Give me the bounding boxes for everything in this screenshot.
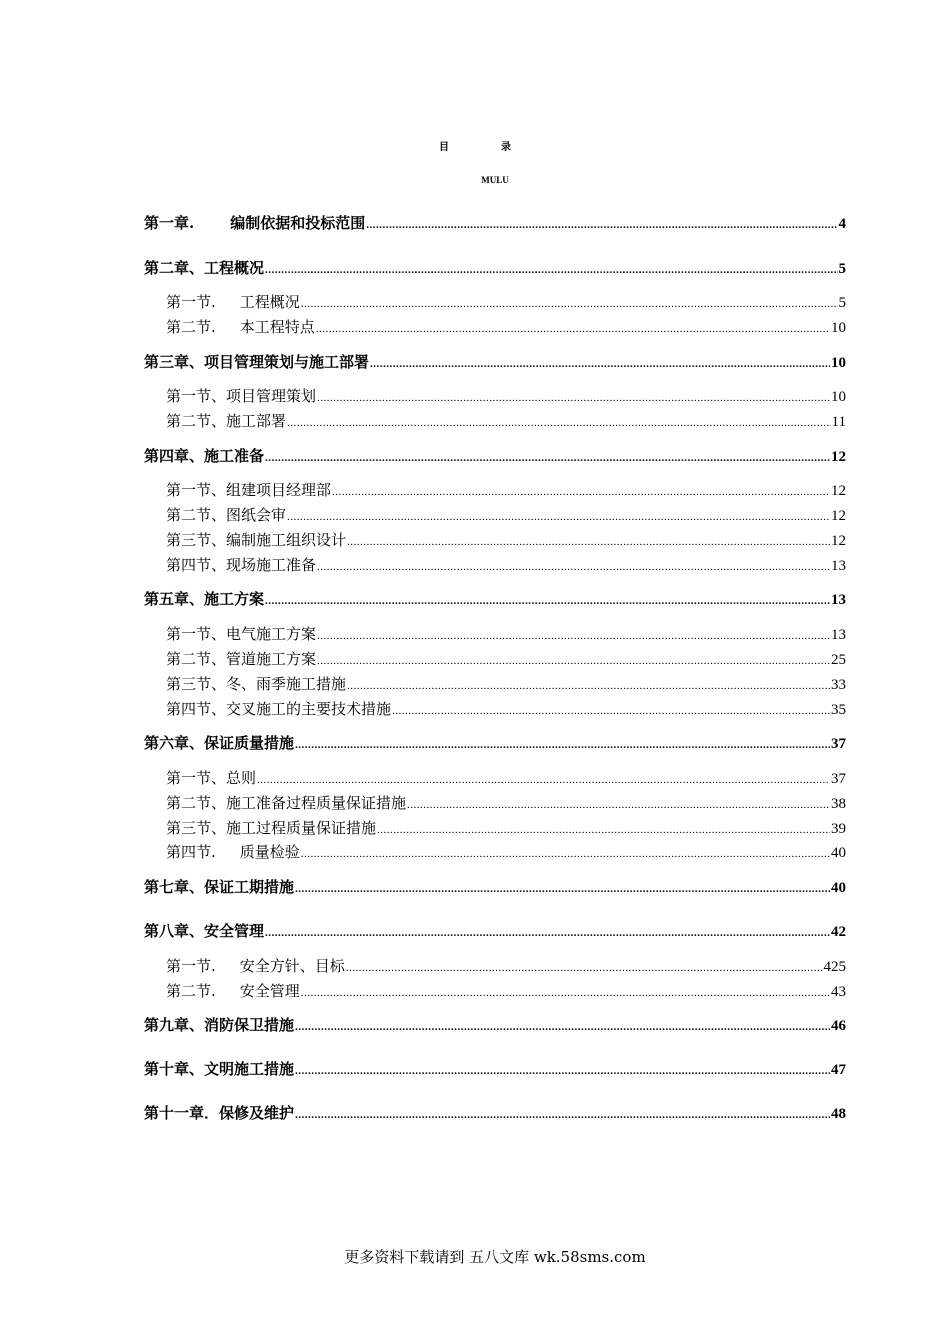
toc-section-entry[interactable] <box>166 698 846 720</box>
toc-section-entry[interactable] <box>166 792 846 814</box>
toc-chapter-entry[interactable] <box>144 351 846 373</box>
toc-entry-label <box>166 980 300 1001</box>
toc-section-entry[interactable] <box>166 554 846 576</box>
toc-entry-text: 第二节、图纸会审 <box>166 506 287 524</box>
toc-chapter-entry[interactable] <box>144 257 846 279</box>
toc-section-entry[interactable] <box>166 623 846 645</box>
toc-entry-label <box>166 316 315 337</box>
toc-section-entry[interactable] <box>166 980 846 1002</box>
toc-section-entry[interactable] <box>166 817 846 839</box>
toc-entry-text: 编制依据和投标范围 <box>230 214 366 232</box>
toc-chapter-entry[interactable] <box>144 445 846 467</box>
toc-entry-text: 第八章、安全管理 <box>144 922 265 940</box>
toc-chapter-entry[interactable] <box>144 1014 846 1036</box>
toc-page-number: 25 <box>831 652 846 668</box>
toc-entry-label <box>144 212 365 233</box>
dot-leader <box>317 630 830 642</box>
toc-section-entry[interactable] <box>166 529 846 551</box>
toc-entry-text: 第四节、交叉施工的主要技术措施 <box>166 700 392 718</box>
toc-entry-label <box>144 351 369 372</box>
toc-entry-label <box>144 1014 294 1035</box>
toc-entry-text: 第一节、总则 <box>166 769 257 787</box>
toc-page-number: 4 <box>838 216 846 232</box>
toc-entry-label <box>166 529 346 550</box>
dot-leader <box>265 595 830 607</box>
toc-page-number: 48 <box>831 1106 846 1122</box>
title-char-lu: 录 <box>501 142 511 153</box>
toc-page-number: 13 <box>831 627 846 643</box>
toc-entry-label <box>144 920 264 941</box>
toc-entry-label <box>166 817 376 838</box>
dot-leader <box>317 655 830 667</box>
dot-leader <box>295 739 830 751</box>
toc-section-entry[interactable] <box>166 673 846 695</box>
dot-leader <box>295 1065 830 1077</box>
toc-page-number: 11 <box>831 414 846 430</box>
toc-entry-text: 第三节、施工过程质量保证措施 <box>166 819 377 837</box>
toc-entry-text: 第三节、冬、雨季施工措施 <box>166 675 347 693</box>
toc-entry-prefix: 第二节. <box>166 982 216 1000</box>
toc-entry-text: 第三节、编制施工组织设计 <box>166 531 347 549</box>
dot-leader <box>347 680 830 692</box>
toc-entry-label <box>166 648 316 669</box>
toc-chapter-entry[interactable] <box>144 876 846 898</box>
toc-section-entry[interactable] <box>166 316 846 338</box>
toc-chapter-entry[interactable] <box>144 920 846 942</box>
toc-entry-text: 第四章、施工准备 <box>144 447 265 465</box>
toc-page-number: 5 <box>838 295 846 311</box>
toc-page-number: 10 <box>831 355 846 371</box>
toc-page-number: 12 <box>831 533 846 549</box>
toc-entry-text: 第四节、现场施工准备 <box>166 556 317 574</box>
toc-page-number: 39 <box>831 821 846 837</box>
toc-entry-text: 第三章、项目管理策划与施工部署 <box>144 353 370 371</box>
dot-leader <box>392 705 830 717</box>
toc-entry-label <box>144 257 264 278</box>
toc-entry-text: 第二节、管道施工方案 <box>166 650 317 668</box>
dot-leader <box>377 824 830 836</box>
toc-page-number: 425 <box>823 959 846 975</box>
toc-entry-label <box>144 1102 294 1123</box>
dot-leader <box>295 1021 830 1033</box>
toc-section-entry[interactable] <box>166 504 846 526</box>
toc-entry-prefix: 第四节. <box>166 843 216 861</box>
dot-leader <box>265 452 830 464</box>
toc-page-number: 37 <box>831 736 846 752</box>
toc-entry-label <box>166 673 346 694</box>
toc-chapter-entry[interactable] <box>144 1058 846 1080</box>
toc-page-number: 10 <box>831 389 846 405</box>
toc-page-number: 38 <box>831 796 846 812</box>
dot-leader <box>346 962 823 974</box>
dot-leader <box>257 774 830 786</box>
toc-title <box>0 138 950 153</box>
dot-leader <box>301 298 838 310</box>
toc-entry-label <box>144 1058 294 1079</box>
toc-entry-prefix: 第一节. <box>166 293 216 311</box>
toc-page-number: 12 <box>831 449 846 465</box>
dot-leader <box>347 536 830 548</box>
toc-entry-text: 第十章、文明施工措施 <box>144 1060 295 1078</box>
toc-entry-text: 第二节、施工准备过程质量保证措施 <box>166 794 407 812</box>
dot-leader <box>332 486 830 498</box>
footer-note: 更多资料下载请到 五八文库 wk.58sms.com <box>344 1248 646 1266</box>
toc-entry-label <box>166 291 300 312</box>
dot-leader <box>317 561 830 573</box>
toc-page-number: 37 <box>831 771 846 787</box>
toc-page-number: 13 <box>831 592 846 608</box>
toc-entry-label <box>166 767 256 788</box>
toc-entry-text: 质量检验 <box>239 843 300 861</box>
toc-entry-text: 第二节、施工部署 <box>166 412 287 430</box>
toc-section-entry[interactable] <box>166 410 846 432</box>
toc-entry-label <box>166 385 316 406</box>
toc-entry-prefix: 第一节. <box>166 957 216 975</box>
toc-page-number: 12 <box>831 508 846 524</box>
toc-section-entry[interactable] <box>166 841 846 863</box>
toc-chapter-entry[interactable] <box>144 1102 846 1124</box>
toc-entry-label <box>144 588 264 609</box>
toc-entry-label <box>166 479 331 500</box>
toc-entry-label <box>144 732 294 753</box>
toc-page-number: 47 <box>831 1062 846 1078</box>
toc-section-entry[interactable] <box>166 955 846 977</box>
toc-section-entry[interactable] <box>166 291 846 313</box>
toc-entry-label <box>166 554 316 575</box>
dot-leader <box>287 417 831 429</box>
toc-page-number: 40 <box>831 880 846 896</box>
toc-entry-text: 第五章、施工方案 <box>144 590 265 608</box>
toc-section-entry[interactable] <box>166 648 846 670</box>
toc-chapter-entry[interactable] <box>144 588 846 610</box>
toc-entry-text: 安全方针、目标 <box>239 957 345 975</box>
toc-entry-text: 第十一章．保修及维护 <box>144 1104 295 1122</box>
toc-section-entry[interactable] <box>166 385 846 407</box>
toc-page-number: 42 <box>831 924 846 940</box>
toc-page-number: 35 <box>831 702 846 718</box>
toc-entry-text: 本工程特点 <box>239 318 315 336</box>
toc-entry-label <box>144 445 264 466</box>
toc-entry-text: 第七章、保证工期措施 <box>144 878 295 896</box>
dot-leader <box>265 927 830 939</box>
dot-leader <box>317 392 830 404</box>
toc-section-entry[interactable] <box>166 767 846 789</box>
toc-entry-text: 第一节、组建项目经理部 <box>166 481 332 499</box>
toc-entry-label <box>144 876 294 897</box>
dot-leader <box>287 511 830 523</box>
toc-entry-text: 第一节、项目管理策划 <box>166 387 317 405</box>
toc-entry-text: 第九章、消防保卫措施 <box>144 1016 295 1034</box>
toc-entry-label <box>166 623 316 644</box>
toc-page-number: 13 <box>831 558 846 574</box>
toc-entry-label <box>166 698 391 719</box>
toc-entry-text: 第六章、保证质量措施 <box>144 734 295 752</box>
dot-leader <box>295 1109 830 1121</box>
toc-entry-label <box>166 841 300 862</box>
dot-leader <box>301 987 830 999</box>
toc-page-number: 40 <box>831 845 846 861</box>
toc-entry-label <box>166 504 286 525</box>
toc-entry-label <box>166 410 286 431</box>
dot-leader <box>316 323 830 335</box>
toc-chapter-entry[interactable] <box>144 732 846 754</box>
toc-page-number: 33 <box>831 677 846 693</box>
dot-leader <box>265 264 837 276</box>
toc-entry-label <box>166 955 345 976</box>
toc-entry-text: 第二章、工程概况 <box>144 259 265 277</box>
toc-page-number: 12 <box>831 483 846 499</box>
toc-chapter-entry[interactable] <box>144 212 846 234</box>
dot-leader <box>370 358 830 370</box>
title-char-mu: 目 <box>439 142 449 153</box>
toc-section-entry[interactable] <box>166 479 846 501</box>
toc-entry-text: 安全管理 <box>239 982 300 1000</box>
toc-page-number: 46 <box>831 1018 846 1034</box>
toc-subtitle: MULU <box>481 175 509 185</box>
toc-entry-prefix: 第一章. <box>144 214 195 232</box>
toc-entry-text: 工程概况 <box>239 293 300 311</box>
toc-entry-text: 第一节、电气施工方案 <box>166 625 317 643</box>
dot-leader <box>366 219 837 231</box>
toc-page-number: 43 <box>831 984 846 1000</box>
dot-leader <box>407 799 830 811</box>
toc-entry-prefix: 第二节. <box>166 318 216 336</box>
dot-leader <box>301 848 830 860</box>
toc-page-number: 10 <box>831 320 846 336</box>
toc-entry-label <box>166 792 406 813</box>
toc-page-number: 5 <box>838 261 846 277</box>
dot-leader <box>295 883 830 895</box>
